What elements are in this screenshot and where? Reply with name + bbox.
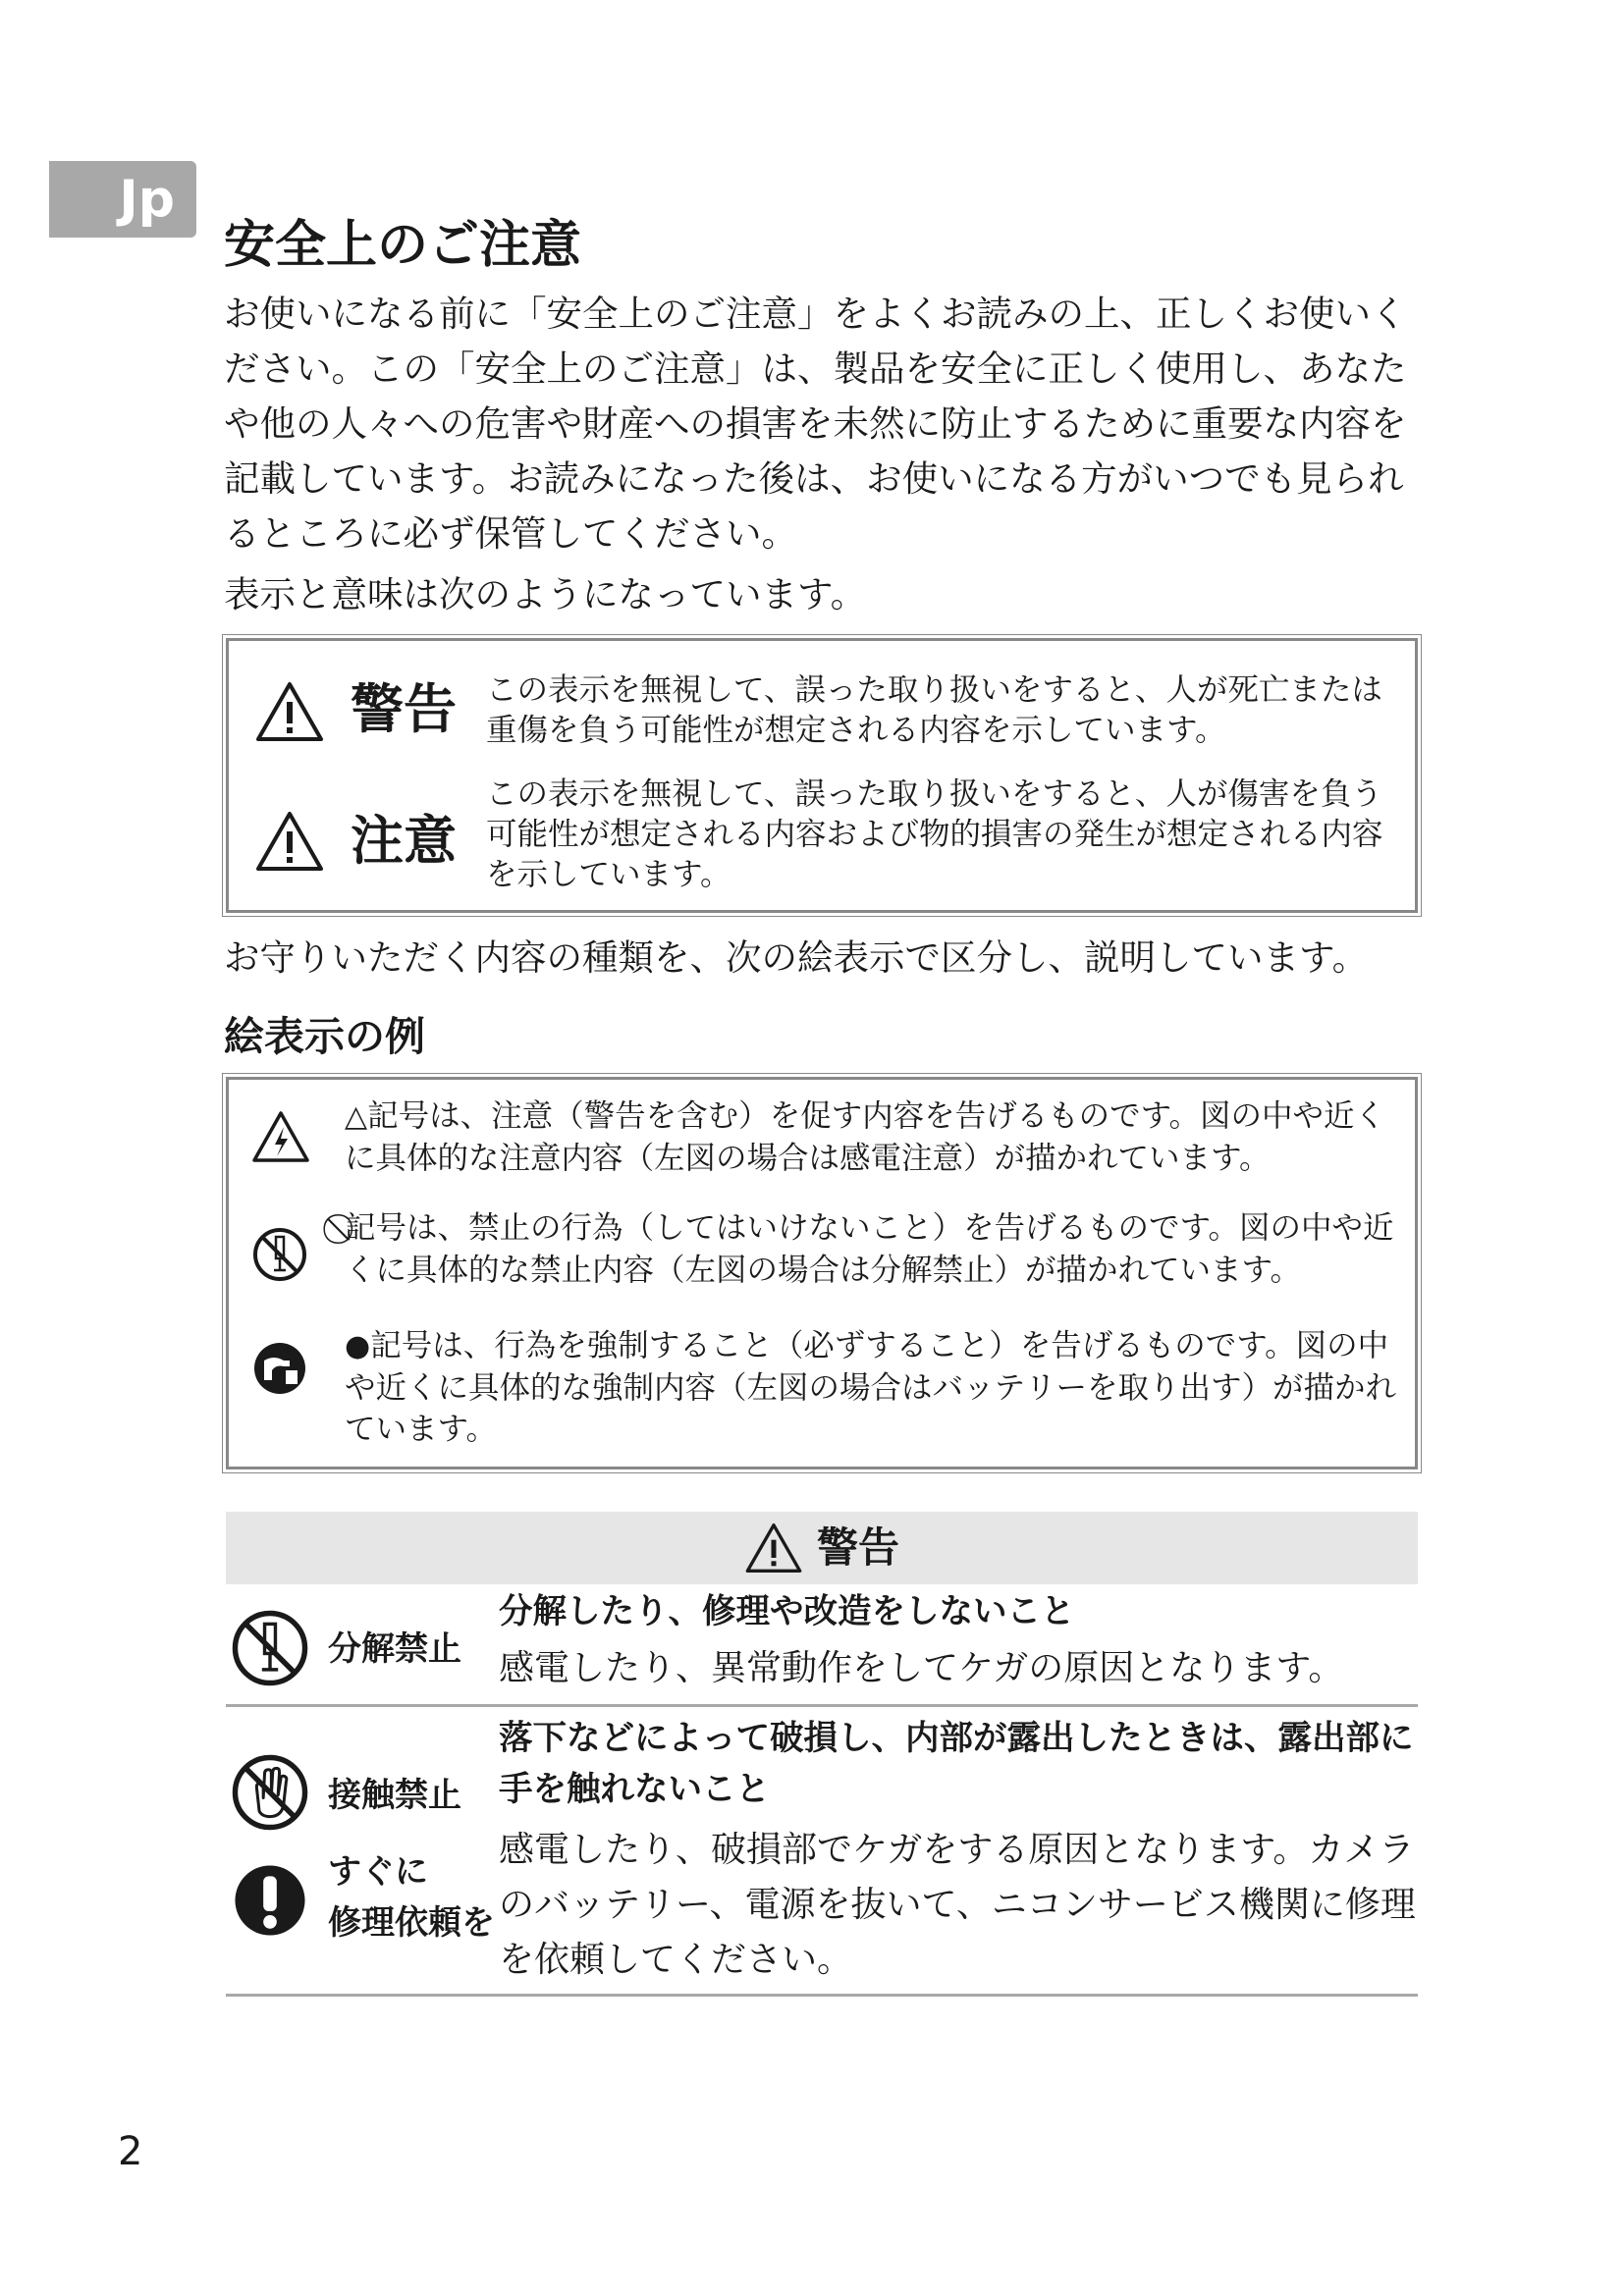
example-desc-caution: △記号は、注意（警告を含む）を促す内容を告げるものです。図の中や近くに具体的な注意内容（左図の場合は感電注意）が描かれています。 [345, 1098, 1386, 1176]
no-touch-icon [230, 1752, 310, 1833]
warning-body-no-touch: 感電したり、破損部でケガをする原因となります。カメラのバッテリー、電源を抜いて、ニコンサービス機関に修理を依頼してください。 [499, 1830, 1416, 1980]
warning-title-no-touch: 落下などによって破損し、内部が露出したときは、露出部に手を触れないこと [499, 1719, 1414, 1809]
caution-mark: △ [345, 1099, 368, 1134]
warning-tag-no-touch: 接触禁止 [328, 1776, 461, 1815]
electric-shock-triangle-icon [250, 1109, 311, 1164]
warning-row-no-touch [226, 1709, 1418, 1997]
classification-text: お守りいただく内容の種類を、次の絵表示で区分し、説明しています。 [224, 936, 1369, 979]
page-number: 2 [118, 2129, 143, 2174]
exclamation-icon [230, 1860, 310, 1941]
legend-intro: 表示と意味は次のようになっています。 [224, 573, 867, 615]
example-row-caution [229, 1095, 1415, 1194]
intro-paragraph: お使いになる前に「安全上のご注意」をよくお読みの上、正しくお使いください。この「安全上のご注意」は、製品を安全に正しく使用し、あなたや他の人々への危害や財産への損害を未然に防止するために重要な内容を記載しています。お読みになった後は、お使いになる方がいつでも見られるところに必ず保管してください。 [224, 293, 1407, 555]
signal-desc-warning: この表示を無視して、誤った取り扱いをすると、人が死亡または重傷を負う可能性が想定される内容を示しています。 [486, 672, 1382, 748]
warning-title-disassembly: 分解したり、修理や改造をしないこと [499, 1592, 1075, 1631]
symbol-examples-box [226, 1077, 1418, 1469]
signal-desc-caution: この表示を無視して、誤った取り扱いをすると、人が傷害を負う可能性が想定される内容および物的損害の発生が想定される内容を示しています。 [486, 776, 1383, 892]
warning-row-disassembly [226, 1584, 1418, 1707]
example-desc-mandatory: ●記号は、行為を強制すること（必ずすること）を告げるものです。図の中や近くに具体的な強制内容（左図の場合はバッテリーを取り出す）が描かれています。 [345, 1328, 1397, 1447]
warning-tag-disassembly: 分解禁止 [328, 1629, 461, 1669]
signal-row-warning [229, 661, 1415, 759]
warning-triangle-icon [254, 810, 325, 873]
warning-body-disassembly: 感電したり、異常動作をしてケガの原因となります。 [499, 1648, 1344, 1688]
signal-word-warning: 警告 [351, 678, 457, 740]
warning-tag-immediately: すぐに [328, 1852, 428, 1892]
signal-word-caution: 注意 [351, 810, 457, 872]
warning-section-title: 警告 [816, 1523, 899, 1572]
example-desc-prohibition: 記号は、禁止の行為（してはいけないこと）を告げるものです。図の中や近くに具体的な禁止内容（左図の場合は分解禁止）が描かれています。 [345, 1210, 1394, 1288]
page-title: 安全上のご注意 [224, 216, 582, 275]
mandatory-mark: ● [345, 1329, 371, 1363]
no-disassembly-icon [250, 1225, 309, 1284]
example-row-mandatory [229, 1325, 1415, 1463]
warning-triangle-icon [744, 1522, 803, 1575]
no-disassembly-icon [230, 1608, 310, 1688]
warning-triangle-icon [254, 680, 325, 743]
language-tab: Jp [49, 161, 196, 238]
examples-heading: 絵表示の例 [224, 1013, 425, 1060]
signal-row-caution [229, 769, 1415, 906]
remove-battery-icon [250, 1339, 309, 1398]
warning-section-header [226, 1512, 1418, 1584]
signal-word-box [226, 638, 1418, 913]
example-row-prohibition [229, 1207, 1415, 1306]
warning-tag-request-repair: 修理依頼を [328, 1903, 495, 1943]
